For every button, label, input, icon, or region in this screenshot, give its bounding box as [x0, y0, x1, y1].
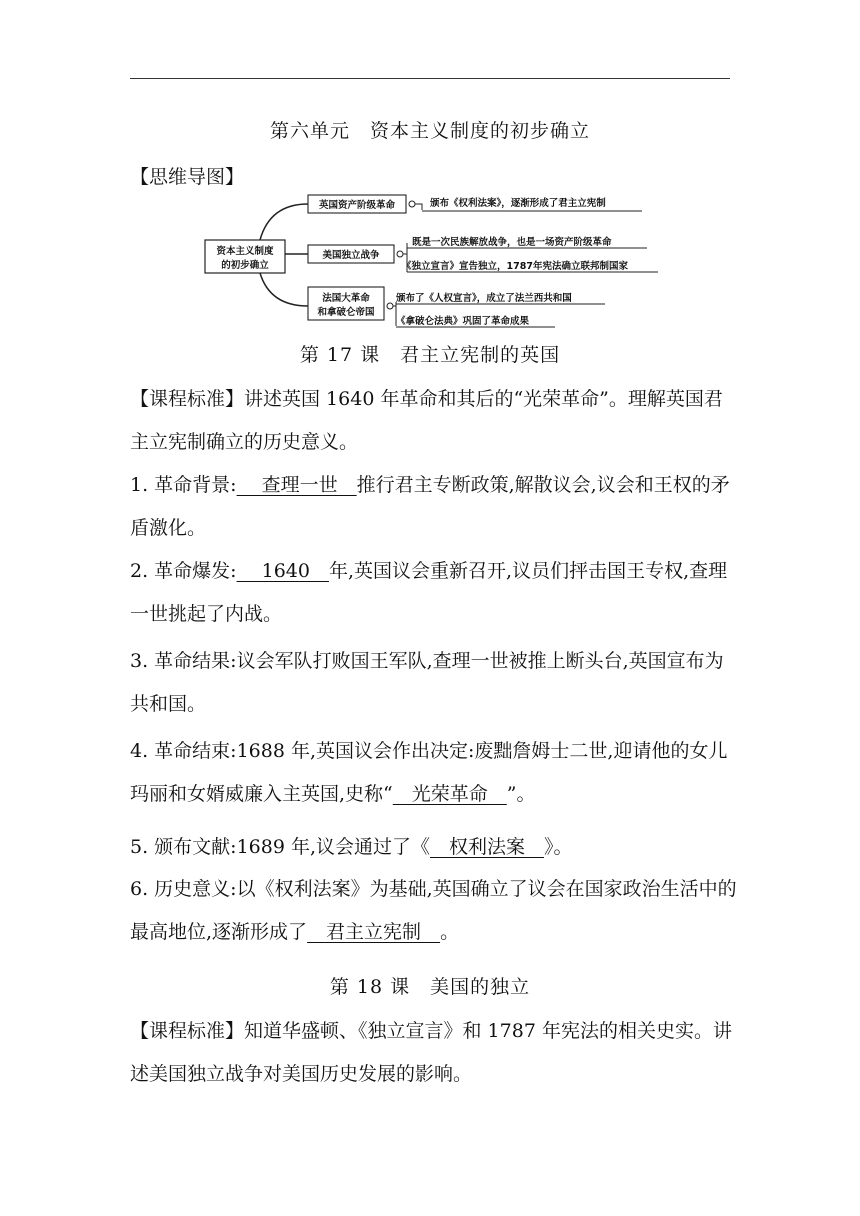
unit-title: 第六单元 资本主义制度的初步确立 [269, 120, 590, 142]
mindmap-leaf-america-2: 《独立宣言》宣告独立，1787年宪法确立联邦制国家 [402, 261, 628, 272]
mindmap-leaf-france-2: 《拿破仑法典》巩固了革命成果 [396, 316, 530, 327]
standard-text: 知道华盛顿、《独立宣言》和 1787 年宪法的相关史实。讲述美国独立战争对美国历史发展的影响。 [130, 1020, 732, 1085]
list-item: 2. 革命爆发: 1640 年,英国议会重新召开,议员们抨击国王专权,查理一世挑起了内战。 [130, 560, 728, 625]
mindmap-leaf-america-1: 既是一次民族解放战争，也是一场资产阶级革命 [412, 237, 612, 248]
mindmap-root-line1: 资本主义制度 [216, 246, 274, 257]
answer-blank: 君主立宪制 [307, 921, 441, 943]
mindmap-branch-france-line1: 法国大革命 [322, 293, 370, 304]
connector-1 [260, 204, 308, 240]
list-item: 4. 革命结束:1688 年,英国议会作出决定:废黜詹姆士二世,迎请他的女儿玛丽和女婿威廉入主英国,史称“ 光荣革命 ”。 [130, 740, 728, 805]
mindmap-branch-england-label: 英国资产阶级革命 [318, 200, 396, 211]
lesson-18-title: 第 18 课 美国的独立 [329, 976, 531, 998]
list-item: 1. 革命背景: 查理一世 推行君主专断政策,解散议会,议会和王权的矛盾激化。 [130, 474, 730, 539]
header-rule [130, 78, 730, 79]
answer-blank: 查理一世 [236, 474, 357, 496]
mindmap-branch-france-line2: 和拿破仑帝国 [317, 307, 375, 318]
list-item: 5. 颁布文献:1689 年,议会通过了《 权利法案 》。 [130, 836, 573, 858]
standard-tag: 【课程标准】 [130, 1020, 245, 1042]
mindmap-root-line2: 的初步确立 [221, 260, 269, 271]
answer-blank: 1640 [236, 560, 329, 582]
mindmap-branch-america-label: 美国独立战争 [322, 250, 380, 261]
mindmap-leaf-england: 颁布《权利法案》，逐渐形成了君主立宪制 [430, 198, 606, 209]
standard-tag: 【课程标准】 [130, 388, 245, 410]
answer-blank: 权利法案 [430, 836, 545, 858]
lesson-17-standard [130, 378, 740, 464]
answer-blank: 光荣革命 [392, 783, 507, 805]
connector-3 [260, 273, 308, 306]
list-item: 3. 革命结果:议会军队打败国王军队,查理一世被推上断头台,英国宣布为共和国。 [130, 650, 724, 715]
list-item: 6. 历史意义:以《权利法案》为基础,英国确立了议会在国家政治生活中的最高地位,逐渐形成了 君主立宪制 。 [130, 878, 737, 943]
mindmap-tag: 【思维导图】 [130, 166, 245, 188]
lesson-17-title: 第 17 课 君主立宪制的英国 [299, 344, 561, 366]
mindmap-leaf-france-1: 颁布了《人权宣言》，成立了法兰西共和国 [396, 293, 572, 304]
lesson-18-standard [130, 1010, 740, 1096]
mind-map [200, 184, 670, 334]
standard-text: 讲述英国 1640 年革命和其后的“光荣革命”。理解英国君主立宪制确立的历史意义。 [130, 388, 723, 453]
